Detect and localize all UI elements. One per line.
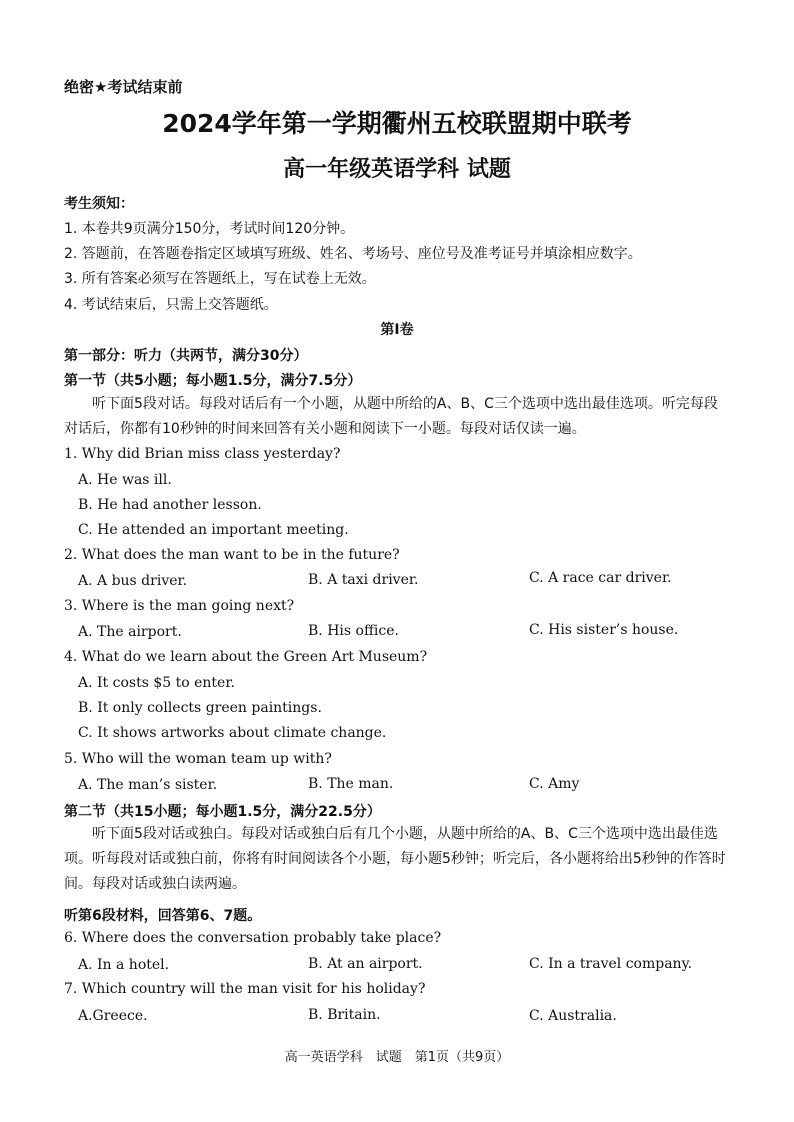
- option-c: C. A race car driver.: [529, 570, 672, 586]
- notice-item: 2. 答题前，在答题卷指定区域填写班级、姓名、考场号、座位号及准考证号并填涂相应数字。: [64, 246, 642, 262]
- notice-item: 4. 考试结束后，只需上交答题纸。: [64, 297, 278, 313]
- exam-subtitle: 高一年级英语学科 试题: [283, 157, 511, 182]
- option-b: B. His office.: [308, 623, 399, 639]
- option-b: B. Britain.: [308, 1007, 381, 1023]
- option-c: C. It shows artworks about climate change.: [78, 725, 387, 741]
- notice-item: 1. 本卷共9页满分150分，考试时间120分钟。: [64, 221, 355, 237]
- option-c: C. In a travel company.: [529, 956, 693, 972]
- page-footer: 高一英语学科 试题 第1页（共9页）: [284, 1050, 510, 1065]
- option-a: A. A bus driver.: [78, 573, 188, 589]
- option-a: A. He was ill.: [78, 472, 172, 488]
- notice-heading: 考生须知：: [64, 196, 134, 212]
- volume-heading: 第Ⅰ卷: [380, 322, 414, 338]
- option-a: A. The man’s sister.: [78, 777, 218, 793]
- option-c: C. Amy: [529, 776, 580, 792]
- material-6-heading: 听第6段材料，回答第6、7题。: [64, 908, 262, 924]
- section1-instructions: 听下面5段对话。每段对话后有一个小题，从题中所给的A、B、C三个选项中选出最佳选项。听完每段对话后，你都有10秒钟的时间来回答有关小题和阅读下一小题。每段对话仅读一遍。: [64, 396, 718, 437]
- part1-heading: 第一部分：听力（共两节，满分30分）: [64, 348, 308, 364]
- option-c: C. His sister’s house.: [529, 622, 679, 638]
- option-b: B. It only collects green paintings.: [78, 700, 322, 716]
- question-6: 6. Where does the conversation probably take place?: [64, 930, 442, 946]
- section2-heading: 第二节（共15小题；每小题1.5分，满分22.5分）: [64, 804, 381, 820]
- option-a: A.Greece.: [78, 1008, 148, 1024]
- confidential-label: 绝密★考试结束前: [64, 78, 183, 96]
- option-b: B. He had another lesson.: [78, 497, 262, 513]
- option-a: A. In a hotel.: [78, 957, 170, 973]
- section1-heading: 第一节（共5小题；每小题1.5分，满分7.5分）: [64, 373, 362, 389]
- question-1: 1. Why did Brian miss class yesterday?: [64, 446, 341, 462]
- option-a: A. It costs $5 to enter.: [78, 675, 235, 691]
- question-5: 5. Who will the woman team up with?: [64, 751, 332, 767]
- question-2: 2. What does the man want to be in the future?: [64, 547, 400, 563]
- option-a: A. The airport.: [78, 624, 182, 640]
- notice-item: 3. 所有答案必须写在答题纸上，写在试卷上无效。: [64, 271, 376, 287]
- exam-title: 2024学年第一学期衢州五校联盟期中联考: [162, 109, 632, 138]
- option-c: C. Australia.: [529, 1008, 617, 1024]
- option-b: B. A taxi driver.: [308, 572, 419, 588]
- question-3: 3. Where is the man going next?: [64, 598, 295, 614]
- option-b: B. The man.: [308, 776, 394, 792]
- section2-instructions: 听下面5段对话或独白。每段对话或独白后有几个小题，从题中所给的A、B、C三个选项中选出最佳选项。听每段对话或独白前，你将有时间阅读各个小题，每小题5秒钟；听完后，各小题将给出5秒钟的作答时间。每段对话或独白读两遍。: [64, 826, 726, 892]
- question-4: 4. What do we learn about the Green Art Museum?: [64, 649, 428, 665]
- question-7: 7. Which country will the man visit for his holiday?: [64, 981, 426, 997]
- option-b: B. At an airport.: [308, 956, 423, 972]
- option-c: C. He attended an important meeting.: [78, 522, 349, 538]
